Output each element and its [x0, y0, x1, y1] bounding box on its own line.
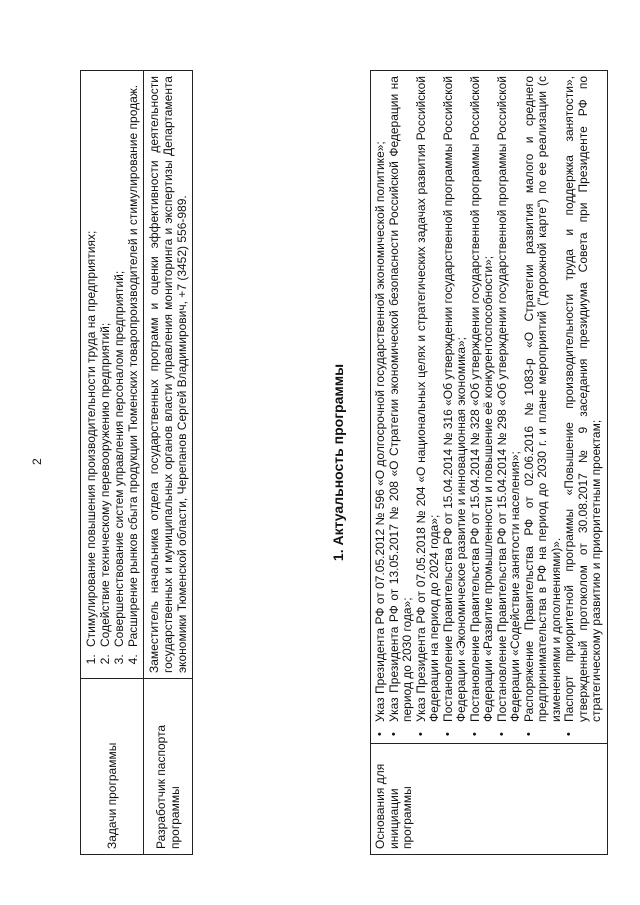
- table-row-tasks: [81, 71, 144, 855]
- basis-table: [370, 70, 608, 855]
- list-item-text: Постановление Правительства РФ от 15.04.2014 № 298 «Об утверждении государственной программы Российской Федерации «Содействие занятости населения»;: [494, 76, 522, 722]
- developer-text: Заместитель начальника отдела государственных программ и оценки эффективности деятельности государственных и муниципальных органов власти управления мониторинга и экспертизы Департамента экономики Тюменской области, Черепанов Сергей Владимирович, +7 (3452) 556-989.: [144, 71, 193, 679]
- list-item: [440, 76, 469, 736]
- list-item: [521, 76, 564, 736]
- table-row-developer: [144, 71, 193, 855]
- list-item-text: Постановление Правительства РФ от 15.04.2014 № 328 «Об утверждении государственной программы Российской Федерации «Развитие промышленности и повышение её конкурентоспособности»;: [467, 76, 495, 722]
- tasks-list: [84, 76, 140, 673]
- list-item-text: Распоряжение Правительства РФ от 02.06.2016 №1083-р «О Стратегии развития малого и среднего предпринимательства в РФ на период до 2030 г. и плане мероприятий ("дорожной карте") по ее реализации (с изменениями и дополнениями)».: [521, 76, 563, 722]
- bullet-icon: •: [387, 732, 400, 736]
- basis-cell: [371, 71, 608, 744]
- bullet-icon: •: [374, 732, 386, 736]
- list-item: [494, 76, 523, 736]
- list-item-text: Паспорт приоритетной программы «Повышение производительности труда и поддержка занятости», утвержденный протоколом от 30.08.2017 № 9 заседания президиума Совета при Президенте РФ по стратегическому развитию и приоритетным проектам;: [562, 76, 603, 722]
- basis-list: [374, 76, 604, 738]
- list-item: [373, 76, 388, 736]
- list-item: [386, 76, 415, 736]
- list-item-text: Указ Президента РФ от 13.05.2017 № 208 «О Стратегии экономической безопасности Российской Федерации на период до 2030 года»;: [386, 76, 414, 722]
- list-item-text: Постановление Правительства РФ от 15.04.2014 № 316 «Об утверждении государственной программы Российской Федерации «Экономическое развитие и инновационная экономика»;: [440, 76, 468, 722]
- task-item: 2. Содействие техническому перевооружению предприятий;: [98, 76, 112, 651]
- bullet-icon: •: [563, 732, 575, 736]
- developer-label: Разработчик паспорта программы: [144, 679, 193, 855]
- bullet-icon: •: [495, 732, 508, 736]
- list-item: [562, 76, 604, 736]
- table-row-basis: [371, 71, 608, 855]
- list-item-text: Указ Президента РФ от 07.05.2012 № 596 «О долгосрочной государственной экономической политике»;: [373, 141, 387, 722]
- task-item: 3. Совершенствование систем управления персоналом предприятий;: [112, 76, 126, 651]
- bullet-icon: •: [468, 732, 481, 736]
- tasks-cell: [81, 71, 144, 679]
- task-item: 4. Расширение рынков сбыта продукции Тюменских товаропроизводителей и стимулирование продаж.: [126, 76, 140, 651]
- page-number: 2: [30, 458, 44, 465]
- list-item: [413, 76, 442, 736]
- passport-table: [80, 70, 193, 855]
- list-item: [467, 76, 496, 736]
- bullet-icon: •: [414, 732, 427, 736]
- task-item: 1. Стимулирование повышения производительности труда на предприятиях;: [84, 76, 98, 651]
- bullet-icon: •: [522, 732, 535, 736]
- basis-label: Основания для инициации программы: [371, 744, 608, 855]
- bullet-icon: •: [441, 732, 454, 736]
- list-item-text: Указ Президента РФ от 07.05.2018 № 204 «О национальных целях и стратегических задачах развития Российской Федерации на период до 2024 года»;: [413, 76, 441, 722]
- tasks-label: Задачи программы: [81, 679, 144, 855]
- section-heading: 1. Актуальность программы: [330, 363, 346, 562]
